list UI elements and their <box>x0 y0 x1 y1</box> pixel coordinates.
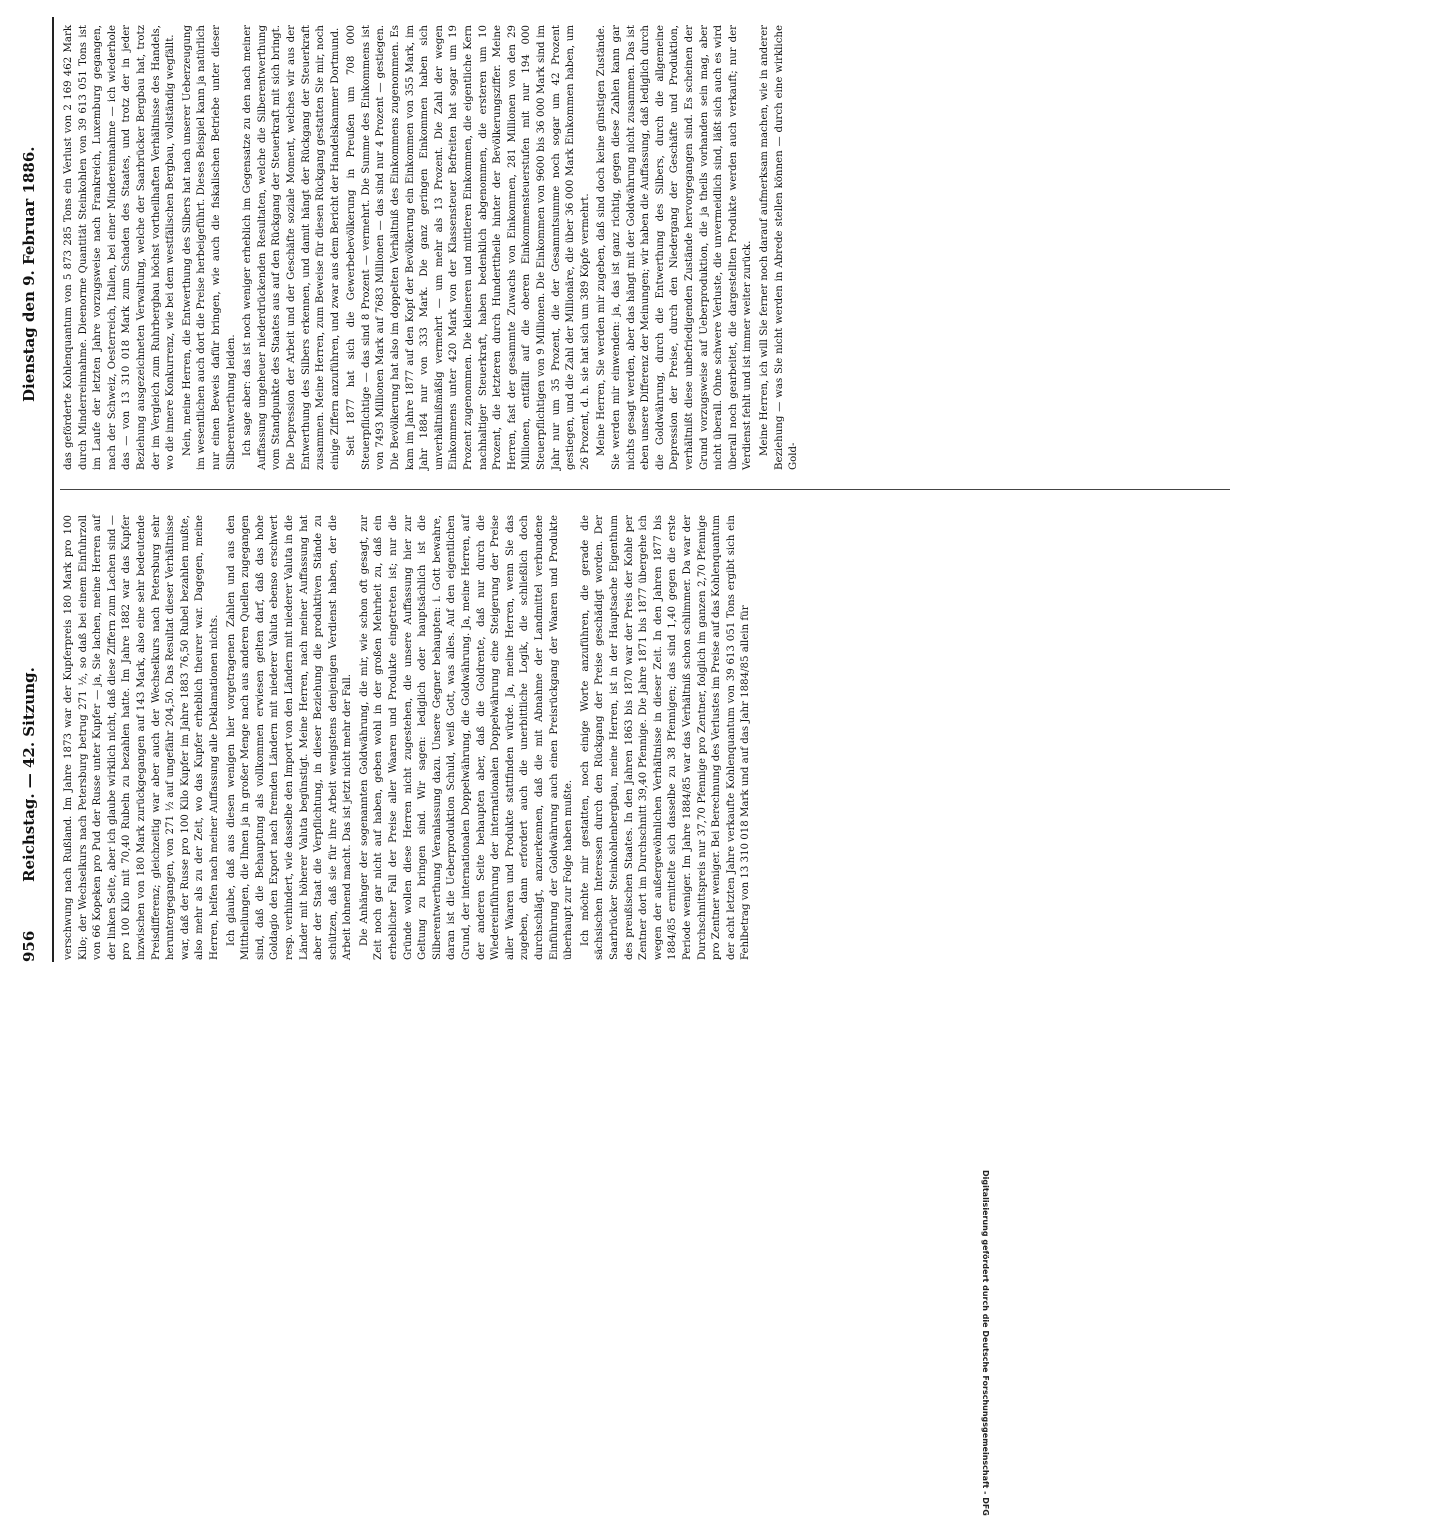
header-left-title: Reichstag. — 42. Sitzung. <box>20 667 38 882</box>
paragraph: das geförderte Kohlenquantum von 5 873 285 Tons ein Verlust von 2 169 462 Mark durch Minderreinnahme. Dieenorme Quantität Steinkohlen von 39 613 051 Tons ist im Laufe der letzten Jahre vorzugsweise nach Frankreich, Luxemburg gegangen, nach der Schweiz, Oesterreich, Italien, bei einer Mindereinnahme — ich wiederhole das — von 13 310 018 Mark zum Schaden des Staates, und trotz der in jeder Beziehung ausgezeichneten Verwaltung, welche der Saarbrücker Bergbau hat, trotz der im Vergleich zum Ruhrbergbau höchst vortheilhaften Verhältnisse des Handels, wo die innere Konkurrenz, wie bei dem westfälischen Bergbau, vollständig wegfällt. <box>63 25 177 470</box>
paragraph: Die Anhänger der sogenannten Goldwährung, die mir, wie schon oft gesagt, zur Zeit noch gar nicht auf haben, geben wohl in der großen Mehrheit zu, daß ein erheblicher Fall der Preise aller Waaren und Produkte eingetreten ist; nur die Gründe wollen diese Herren nicht zugestehen, die unsere Auffassung hier zur Geltung zu bringen sind. Wir sagen: lediglich oder hauptsächlich ist die Silberentwerthung Veranlassung dazu. Unsere Gegner behaupten: i. Gott bewahre, daran ist die Ueberproduktion Schuld, weiß Gott, was alles. Auf den eigentlichen Grund, der internationalen Doppelwährung, die Goldwährung. Ja, meine Herren, auf der anderen Seite behaupten aber, daß die Goldrente, daß nur durch die Wiedereinführung der internationalen Doppelwährung eine Steigerung der Preise aller Waaren und Produkte stattfinden würde. Ja, meine Herren, wenn Sie das zugeben, dann erfordert auch die unerbittliche Logik, die schließlich doch durchschlägt, anzuerkennen, daß die mit Abnahme der Landmittel verbundene Einführung der Goldwährung auch einen Preisrückgang der Waaren und Produkte überhaupt zur Folge haben mußte. <box>358 515 575 960</box>
digitization-credit: Digitalisierung gefördert durch die Deutsche Forschungsgemeinschaft - DFG <box>981 1170 990 1516</box>
paragraph: Seit 1877 hat sich die Gewerbebevölkerung in Preußen um 708 000 Steuerpflichtige — das sind 8 Prozent — vermehrt. Die Summe des Einkommens ist von 7493 Millionen Mark auf 7683 Millionen — das sind nur 4 Prozent — gestiegen. Die Bevölkerung hat also im doppelten Verhältniß des Einkommens zugenommen. Es kam im Jahre 1877 auf den Kopf der Bevölkerung ein Einkommen von 355 Mark, im Jahr 1884 nur von 333 Mark. Die ganz geringen Einkommen haben sich unverhältnißmäßig vermehrt — um mehr als 13 Prozent. Die Zahl der wegen Einkommens unter 420 Mark von der Klassensteuer Befreiten hat sogar um 19 Prozent zugenommen. Die kleineren und mittleren Einkommen, die eigentliche Kern nachhaltiger Steuerkraft, haben bedenklich abgenommen, die ersteren um 10 Prozent, die letzteren durch Hunderttheile hinter der Bevölkerungsziffer. Meine Herren, fast der gesammte Zuwachs von Einkommen, 281 Millionen von den 29 Millionen, entfällt auf die oberen Einkommensteuerstufen mit nur 194 000 Steuerpflichtigen von 9 Millionen. Die Einkommen von 9600 bis 36 000 Mark sind im Jahr nur um 35 Prozent, die der Gesammtsumme noch sogar um 42 Prozent gestiegen, und die Zahl der Millionäre, die über 36 000 Mark Einkommen haben, um 26 Prozent, d. h. sie hat sich um 389 Köpfe vermehrt. <box>346 25 591 470</box>
paragraph: verschwung nach Rußland. Im Jahre 1873 war der Kupferpreis 180 Mark pro 100 Kilo; der Wechselkurs nach Petersburg betrug 271 ½, so daß bei einem Einfuhrzoll von 66 Kopeken pro Pud der Russe unter Kupfer — ja, Sie lachen, meine Herren auf der linken Seite, aber ich glaube wirklich nicht, daß diese Ziffern zum Lachen sind — pro 100 Kilo mit 70,40 Rubeln zu bezahlen hatte. Im Jahre 1882 war das Kupfer inzwischen von 180 Mark zurückgegangen auf 143 Mark, also eine sehr bedeutende Preisdifferenz; gleichzeitig war aber auch der Wechselkurs nach Petersburg sehr heruntergegangen, von 271 ½ auf ungefähr 204,50. Das Resultat dieser Verhältnisse war, daß der Russe pro 100 Kilo Kupfer im Jahre 1883 76,50 Rubel bezahlen mußte, also mehr als zu der Zeit, wo das Kupfer erheblich theurer war. Dagegen, meine Herren, helfen nach meiner Auffassung alle Deklamationen nichts. <box>63 515 220 960</box>
header-right-title: Dienstag den 9. Februar 1886. <box>20 146 38 402</box>
paragraph: Meine Herren, ich will Sie ferner noch darauf aufmerksam machen, wie in anderer Beziehung — was Sie nicht werden in Abrede stellen können — durch eine wirkliche Gold- <box>758 25 800 470</box>
column-divider <box>60 489 1230 490</box>
paragraph: Meine Herren, Sie werden mir zugeben, daß sind doch keine günstigen Zustände. Sie werden mir einwenden: ja, das ist ganz richtig, gegen diese Zahlen kann gar nichts gesagt werden, aber das hängt mit der Goldwährung nicht zusammen. Das ist eben unsere Differenz der Meinungen; wir haben die Auffassung, daß lediglich durch die Goldwährung, durch die Entwerthung des Silbers, durch die allgemeine Depression der Preise, durch den Niedergang der Geschäfte und Produktion, verhältnißt diese unbefriedigenden Zustände hervorgegangen sind. Es scheinen der Grund vorzugsweise auf Ueberproduktion, die ja theils vorhanden sein mag, aber nicht überall. Ohne schwere Verluste, die unvermeidlich sind, läßt sich auch es wird überall noch gearbeitet, die dargestellten Produkte werden auch verkauft; nur der Verdienst fehlt und ist immer weiter zurück. <box>596 25 754 470</box>
text-column-left <box>62 515 1237 960</box>
paragraph: Ich möchte mir gestatten, noch einige Worte anzuführen, die gerade die sächsischen Interessen durch den Rückgang der Preise geschädigt worden. Der Saarbrücker Steinkohlenbergbau, meine Herren, ist in der Hauptsache Eigenthum des preußischen Staates. In den Jahren 1863 bis 1870 war der Preis der Kohle per Zentner dort im Durchschnitt 39,40 Pfennige. Die Jahre 1871 bis 1877 übergehe ich wegen der außergewöhnlichen Verhältnisse in dieser Zeit. In den Jahren 1877 bis 1884/85 ermittelte sich dasselbe zu 38 Pfennigen; das sind 1,40 gegen die erste Periode weniger. Im Jahre 1884/85 war das Verhältniß schon schlimmer. Da war der Durchschnittspreis nur 37,70 Pfennige pro Zentner, folglich im ganzen 2,70 Pfennige pro Zentner weniger. Bei Berechnung des Verlustes im Preise auf das Kohlenquantum der acht letzten Jahre verkaufte Kohlenquantum von 39 613 051 Tons ergibt sich ein Fehlbetrag von 13 310 018 Mark und auf das Jahr 1884/85 allein für <box>579 515 752 960</box>
text-column-right <box>62 25 1237 470</box>
paragraph: Ich sage aber: das ist noch weniger erheblich im Gegensatze zu den nach meiner Auffassung ungeheuer niederdrückenden Resultaten, welche die Silberentwerthung vom Standpunkte des Staates aus auf den Rückgang der Steuerkraft mit sich bringt. Die Depression der Arbeit und der Geschäfte soziale Moment, welches wir aus der Entwerthung des Silbers erkennen, und damit hängt der Rückgang der Steuerkraft zusammen. Meine Herren, zum Beweise für diesen Rückgang gestatten Sie mir, noch einige Ziffern anzuführen, und zwar aus dem Bericht der Handelskammer Dortmund. <box>242 25 341 470</box>
paragraph: Ich glaube, daß aus diesen wenigen hier vorgetragenen Zahlen und aus den Mittheilungen, die Ihnen ja in großer Menge nach aus anderen Quellen zugegangen sind, daß die Behauptung als vollkommen erwiesen gelten darf, daß das hohe Goldagio den Export nach fremden Ländern mit niederer Valuta ebenso erschwert resp. verhindert, wie dasselbe den Import von den Ländern mit niederer Valuta in die Länder mit höherer Valuta begünstigt. Meine Herren, nach meiner Auffassung hat aber der Staat die Verpflichtung, in dieser Beziehung die produktiven Stände zu schützen, daß sie für ihre Arbeit wenigstens denjenigen Verdienst haben, der die Arbeit lohnend macht. Das ist jetzt nicht mehr der Fall. <box>225 515 354 960</box>
page-header <box>8 17 48 962</box>
header-rule <box>52 17 54 962</box>
page-number: 956 <box>20 930 38 962</box>
paragraph: Nein, meine Herren, die Entwerthung des Silbers hat nach unserer Ueberzeugung im wesentlichen auch dort die Preise herbeigeführt. Dieses Beispiel kann ja natürlich nur einen Beweis dafür bringen, wie auch die fiskalischen Betriebe unter dieser Silberentwerthung leiden. <box>181 25 237 470</box>
